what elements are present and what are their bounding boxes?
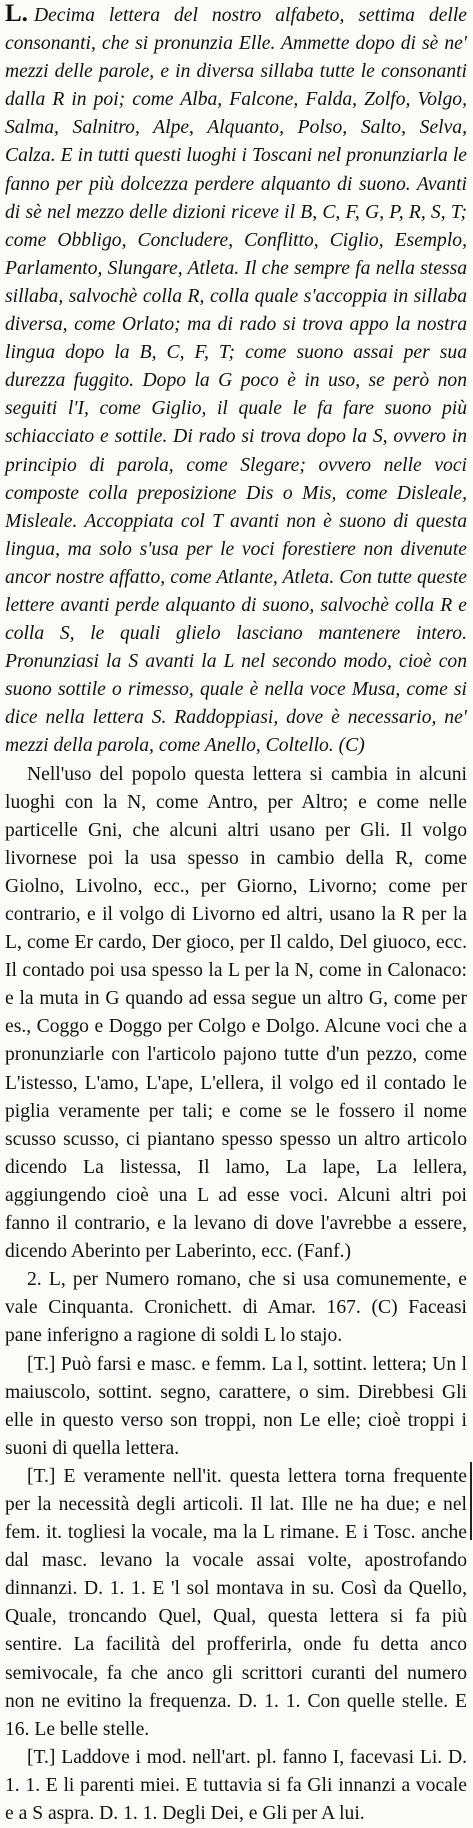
paragraph-articles: [T.] E veramente nell'it. questa lettera torna frequente per la necessità degli articoli. Il lat. Ille ne ha due; e nel fem. it. togliesi la vocale, ma la L rimane. E i Tosc. anche dal masc. levano la vocale assai volte, apostrofando dinnanzi. D. 1. 1. E 'l sol montava in su. Così da Quello, Quale, troncando Quel, Qual, questa lettera si fa più sentire. La facilità del profferirla, onde fu detta anco semivocale, fa che anco gli scrittori curanti del numero non ne evitino la frequenza. D. 1. 1. Con quelle stelle. E 16. Le belle stelle. xyxy=(5,1465,467,1740)
paragraph-roman-numeral: 2. L, per Numero romano, che si usa comunemente, e vale Cinquanta. Cronichett. di Amar. 167. (C) Faceasi pane inferigno a ragione di soldi L lo stajo. xyxy=(5,1269,467,1347)
page-edge-mark xyxy=(470,1462,472,1540)
paragraph-plural-article: [T.] Laddove i mod. nell'art. pl. fanno I, facevasi Li. D. 1. 1. E li parenti miei. E tuttavia si fa Gli innanzi a vocale e a S aspra. D. 1. 1. Degli Dei, e Gli per A lui. xyxy=(5,1746,467,1824)
entry-definition: Decima lettera del nostro alfabeto, settima delle consonanti, che si pronunzia Elle. Ammette dopo di sè ne' mezzi delle parole, e in diversa sillaba tutte le consonanti dalla R in poi; come Alba, Falcone, Falda, Zolfo, Volgo, Salma, Salnitro, Alpe, Alquanto, Polso, Salto, Selva, Calza. E in tutti questi luoghi i Toscani nel pronunziarla le fanno per più dolcezza perdere alquanto di suono. Avanti di sè nel mezzo delle dizioni riceve il B, C, F, G, P, R, S, T; come Obbligo, Concludere, Conflitto, Ciglio, Esemplo, Parlamento, Slungare, Atleta. Il che sempre fa nella stessa sillaba, salvochè colla R, colla quale s'accoppia in sillaba diversa, come Orlato; ma di rado si trova appo la nostra lingua dopo la B, C, F, T; come suono assai per sua durezza fuggito. Dopo la G poco è in uso, se però non seguiti l'I, come Giglio, il quale le fa fare suono più schiacciato e sottile. Di rado si trova dopo la S, ovvero in principio di parola, come Slegare; ovvero nelle voci composte colla preposizione Dis o Mis, come Disleale, Misleale. Accoppiata col T avanti non è suono di questa lingua, ma solo s'usa per le voci forestiere non divenute ancor nostre affatto, come Atlante, Atleta. Con tutte queste lettere avanti perde alquanto di suono, salvochè colla R e colla S, le quali glielo lasciano mantenere intero. Pronunziasi la S avanti la L nel secondo modo, cioè con suono sottile o rimesso, quale è nella voce Musa, come si dice nella lettera S. Raddoppiasi, dove è necessario, ne' mezzi della parola, come Anello, Coltello. (C) xyxy=(5,5,467,757)
paragraph-popular-usage: Nell'uso del popolo questa lettera si cambia in alcuni luoghi con la N, come Antro, per Altro; e come nelle particelle Gni, che alcuni altri usano per Gli. Il volgo livornese poi la usa spesso in cambio della R, come Giolno, Livolno, ecc., per Giorno, Livorno; come per contrario, e il volgo di Livorno ed altri, usano la R per la L, come Er cardo, Der gioco, per Il caldo, Del giuoco, ecc. Il contado poi usa spesso la L per la N, come in Calonaco: e la muta in G quando ad essa segue un altro G, come per es., Coggo e Doggo per Colgo e Dolgo. Alcune voci che a pronunziarle con l'articolo pajono tutte d'un pezzo, come L'istesso, L'amo, L'ape, L'ellera, il volgo ed il contado le piglia veramente per tali; e come se le fossero il nome scusso scusso, ci piantano spesso spesso un altro articolo dicendo La listessa, Il lamo, La lape, La lellera, aggiungendo cioè una L ad esse voci. Alcuni altri poi fanno il contrario, e la levano di dove l'avrebbe a essere, dicendo Aberinto per Laberinto, ecc. (Fanf.) xyxy=(5,763,467,1263)
paragraph-gender: [T.] Può farsi e masc. e femm. La l, sottint. lettera; Un l maiuscolo, sottint. segno, carattere, o sim. Direbbesi Gli elle in questo verso son troppi, non Le elle; cioè troppi i suoni di quella lettera. xyxy=(5,1353,467,1459)
entry-headword: L. xyxy=(5,0,28,27)
entry-intro xyxy=(5,0,467,761)
